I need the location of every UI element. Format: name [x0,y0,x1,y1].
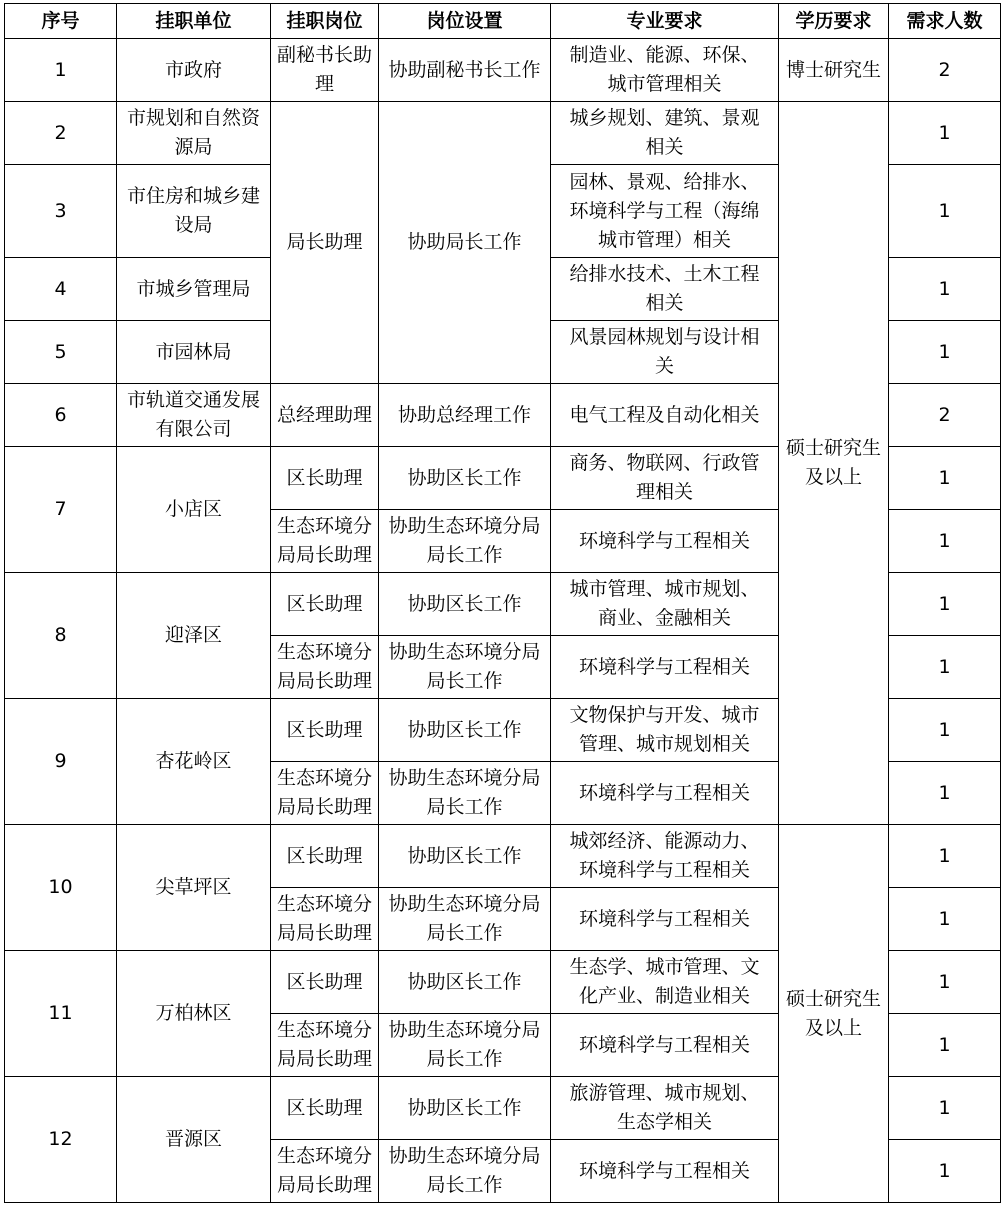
cell-setting: 协助生态环境分局 局长工作 [379,510,551,573]
cell-count: 1 [889,1014,1001,1077]
cell-no: 2 [5,102,117,165]
cell-unit: 晋源区 [117,1077,271,1203]
cell-major: 制造业、能源、环保、 城市管理相关 [551,39,779,102]
cell-unit: 杏花岭区 [117,699,271,825]
cell-no: 7 [5,447,117,573]
cell-major: 文物保护与开发、城市 管理、城市规划相关 [551,699,779,762]
cell-major: 环境科学与工程相关 [551,1014,779,1077]
cell-no: 10 [5,825,117,951]
cell-major: 城郊经济、能源动力、 环境科学与工程相关 [551,825,779,888]
cell-count: 1 [889,762,1001,825]
cell-count: 1 [889,321,1001,384]
cell-no: 5 [5,321,117,384]
cell-education-master-1: 硕士研究生 及以上 [779,102,889,825]
header-post: 挂职岗位 [271,4,379,39]
cell-setting: 协助区长工作 [379,699,551,762]
cell-setting: 协助生态环境分局 局长工作 [379,636,551,699]
cell-major: 电气工程及自动化相关 [551,384,779,447]
cell-post: 生态环境分 局局长助理 [271,888,379,951]
cell-setting: 协助生态环境分局 局长工作 [379,1140,551,1203]
cell-post-bureau: 局长助理 [271,102,379,384]
cell-setting: 协助区长工作 [379,951,551,1014]
header-row [5,4,1001,39]
cell-no: 3 [5,165,117,258]
cell-major: 生态学、城市管理、文 化产业、制造业相关 [551,951,779,1014]
cell-count: 1 [889,102,1001,165]
cell-no: 12 [5,1077,117,1203]
cell-count: 1 [889,888,1001,951]
cell-post: 区长助理 [271,447,379,510]
cell-major: 环境科学与工程相关 [551,888,779,951]
cell-unit: 迎泽区 [117,573,271,699]
header-count: 需求人数 [889,4,1001,39]
cell-post: 区长助理 [271,825,379,888]
cell-major: 旅游管理、城市规划、 生态学相关 [551,1077,779,1140]
header-education: 学历要求 [779,4,889,39]
cell-major: 园林、景观、给排水、 环境科学与工程（海绵 城市管理）相关 [551,165,779,258]
cell-unit: 市园林局 [117,321,271,384]
cell-education: 博士研究生 [779,39,889,102]
cell-setting: 协助生态环境分局 局长工作 [379,888,551,951]
cell-count: 1 [889,447,1001,510]
cell-major: 环境科学与工程相关 [551,636,779,699]
cell-setting: 协助区长工作 [379,825,551,888]
cell-count: 1 [889,165,1001,258]
cell-setting: 协助副秘书长工作 [379,39,551,102]
cell-major: 城市管理、城市规划、 商业、金融相关 [551,573,779,636]
cell-count: 2 [889,39,1001,102]
cell-post: 区长助理 [271,573,379,636]
cell-unit: 市住房和城乡建 设局 [117,165,271,258]
cell-education-master-2: 硕士研究生 及以上 [779,825,889,1203]
cell-major: 城乡规划、建筑、景观 相关 [551,102,779,165]
table-row [5,39,1001,102]
cell-count: 1 [889,636,1001,699]
header-unit: 挂职单位 [117,4,271,39]
cell-post: 生态环境分 局局长助理 [271,762,379,825]
cell-post: 生态环境分 局局长助理 [271,510,379,573]
cell-unit: 市政府 [117,39,271,102]
cell-no: 9 [5,699,117,825]
cell-unit: 市轨道交通发展 有限公司 [117,384,271,447]
cell-count: 1 [889,699,1001,762]
cell-no: 1 [5,39,117,102]
cell-count: 1 [889,1140,1001,1203]
cell-count: 1 [889,1077,1001,1140]
cell-setting-bureau: 协助局长工作 [379,102,551,384]
cell-setting: 协助生态环境分局 局长工作 [379,762,551,825]
cell-post: 生态环境分 局局长助理 [271,1140,379,1203]
cell-major: 风景园林规划与设计相 关 [551,321,779,384]
header-major: 专业要求 [551,4,779,39]
cell-count: 2 [889,384,1001,447]
cell-post: 区长助理 [271,951,379,1014]
cell-major: 商务、物联网、行政管 理相关 [551,447,779,510]
recruitment-table [4,3,1001,1203]
cell-major: 环境科学与工程相关 [551,1140,779,1203]
cell-count: 1 [889,951,1001,1014]
cell-setting: 协助区长工作 [379,447,551,510]
cell-post: 区长助理 [271,699,379,762]
cell-unit: 尖草坪区 [117,825,271,951]
cell-major: 环境科学与工程相关 [551,510,779,573]
table-row [5,102,1001,165]
cell-count: 1 [889,825,1001,888]
cell-no: 11 [5,951,117,1077]
cell-post: 生态环境分 局局长助理 [271,636,379,699]
cell-no: 6 [5,384,117,447]
cell-unit: 万柏林区 [117,951,271,1077]
cell-unit: 市城乡管理局 [117,258,271,321]
cell-post: 区长助理 [271,1077,379,1140]
cell-count: 1 [889,510,1001,573]
cell-post: 生态环境分 局局长助理 [271,1014,379,1077]
cell-count: 1 [889,258,1001,321]
cell-unit: 小店区 [117,447,271,573]
cell-major: 给排水技术、土木工程 相关 [551,258,779,321]
cell-setting: 协助区长工作 [379,1077,551,1140]
cell-count: 1 [889,573,1001,636]
cell-unit: 市规划和自然资 源局 [117,102,271,165]
cell-post: 总经理助理 [271,384,379,447]
header-setting: 岗位设置 [379,4,551,39]
table-row [5,825,1001,888]
cell-no: 8 [5,573,117,699]
cell-setting: 协助区长工作 [379,573,551,636]
cell-no: 4 [5,258,117,321]
cell-post: 副秘书长助 理 [271,39,379,102]
cell-setting: 协助总经理工作 [379,384,551,447]
cell-setting: 协助生态环境分局 局长工作 [379,1014,551,1077]
header-no: 序号 [5,4,117,39]
cell-major: 环境科学与工程相关 [551,762,779,825]
